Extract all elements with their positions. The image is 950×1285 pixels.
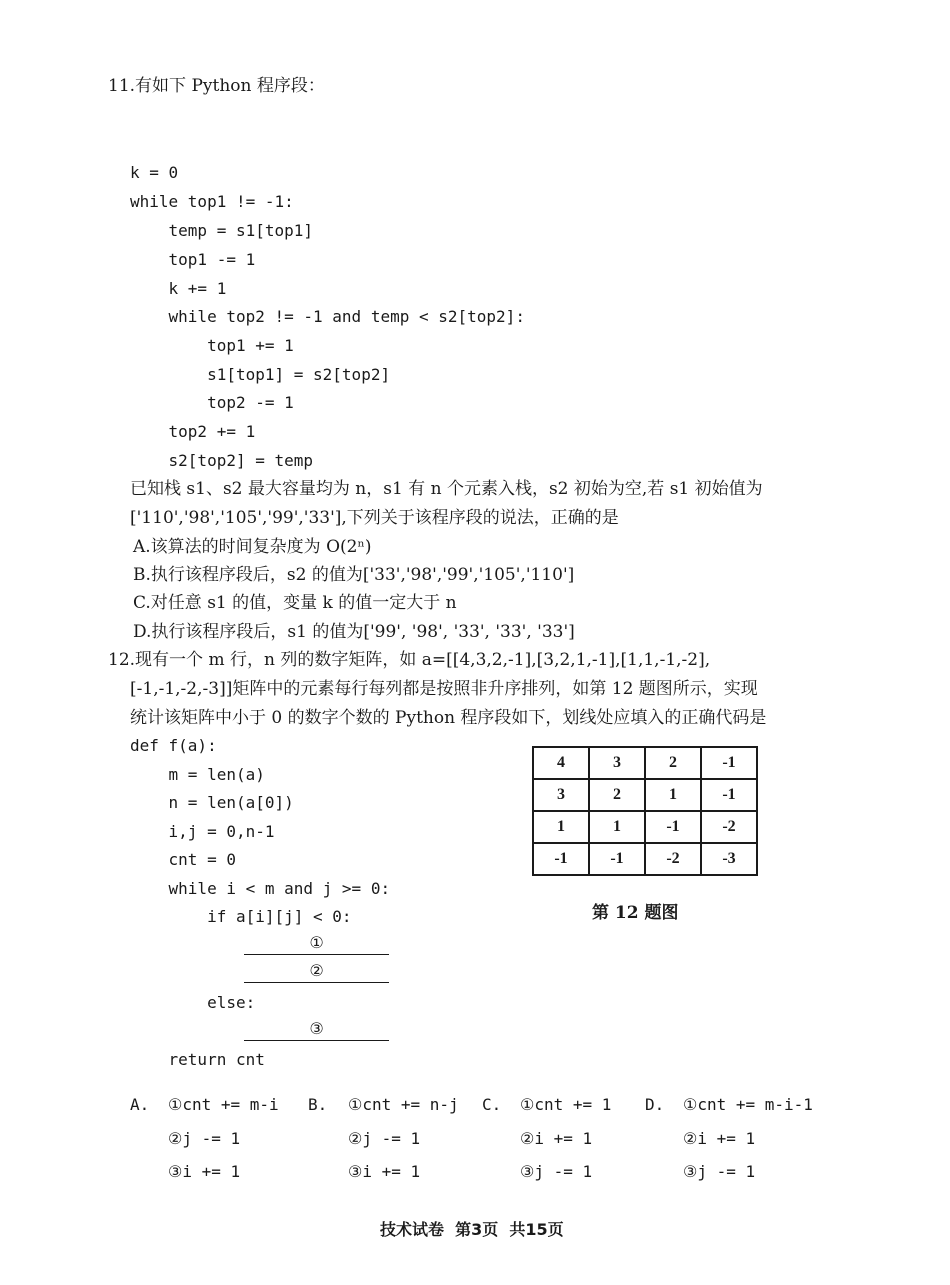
matrix-cell: 4 [533, 747, 589, 779]
option-a-line: ③i += 1 [168, 1162, 241, 1181]
matrix-cell: -1 [645, 811, 701, 843]
code-line: m = len(a) [130, 765, 265, 784]
code-line: while top2 != -1 and temp < s2[top2]: [130, 307, 525, 326]
code-line: s2[top2] = temp [130, 451, 314, 470]
option-letter-c: C. [482, 1095, 502, 1114]
option-letter-d: D. [645, 1095, 665, 1114]
code-line: else: [130, 993, 256, 1012]
option-a-line: ②j -= 1 [168, 1129, 241, 1148]
matrix-figure [532, 746, 758, 876]
code-line: top2 += 1 [130, 422, 256, 441]
matrix-cell: 3 [533, 779, 589, 811]
option-b-line: ②j -= 1 [348, 1129, 421, 1148]
code-line: while top1 != -1: [130, 192, 294, 211]
page-footer: 技术试卷 第3页 共15页 [380, 1220, 564, 1239]
code-line: cnt = 0 [130, 850, 236, 869]
matrix-row [533, 811, 757, 843]
code-line: k += 1 [130, 279, 227, 298]
code-line: if a[i][j] < 0: [130, 907, 352, 926]
q11-option-c: C.对任意 s1 的值，变量 k 的值一定大于 n [133, 593, 457, 613]
matrix-cell: -2 [645, 843, 701, 875]
code-line: n = len(a[0]) [130, 793, 294, 812]
option-d-line: ①cnt += m-i-1 [683, 1095, 813, 1114]
q11-description-line: 已知栈 s1、s2 最大容量均为 n，s1 有 n 个元素入栈，s2 初始为空,若 s1 初始值为 [130, 479, 763, 499]
q11-option-a: A.该算法的时间复杂度为 O(2ⁿ) [133, 537, 372, 557]
figure-caption: 第 12 题图 [592, 903, 679, 923]
q12-text-line: [-1,-1,-2,-3]]矩阵中的元素每行每列都是按照非升序排列，如第 12 题图所示，实现 [130, 679, 758, 699]
matrix-cell: 2 [589, 779, 645, 811]
matrix-cell: -1 [701, 747, 757, 779]
code-line: return cnt [130, 1050, 265, 1069]
matrix-cell: 1 [533, 811, 589, 843]
matrix-row [533, 779, 757, 811]
code-line: s1[top1] = s2[top2] [130, 365, 391, 384]
matrix-cell: 1 [589, 811, 645, 843]
code-line: top2 -= 1 [130, 393, 294, 412]
matrix-cell: 2 [645, 747, 701, 779]
option-d-line: ②i += 1 [683, 1129, 756, 1148]
option-b-line: ③i += 1 [348, 1162, 421, 1181]
option-a-line: ①cnt += m-i [168, 1095, 279, 1114]
code-line: k = 0 [130, 163, 179, 182]
option-c-line: ③j -= 1 [520, 1162, 593, 1181]
matrix-row [533, 843, 757, 875]
code-line: top1 += 1 [130, 336, 294, 355]
matrix-cell: -2 [701, 811, 757, 843]
q11-description-line: ['110','98','105','99','33'],下列关于该程序段的说法，正确的是 [130, 508, 619, 528]
blank-1: ① [244, 934, 389, 955]
option-letter-a: A. [130, 1095, 150, 1114]
code-line: while i < m and j >= 0: [130, 879, 391, 898]
code-line: top1 -= 1 [130, 250, 256, 269]
option-c-line: ②i += 1 [520, 1129, 593, 1148]
code-line: def f(a): [130, 736, 217, 755]
matrix-cell: -3 [701, 843, 757, 875]
blank-2: ② [244, 962, 389, 983]
q11-option-d: D.执行该程序段后，s1 的值为['99', '98', '33', '33', '33'] [133, 622, 575, 642]
code-line: i,j = 0,n-1 [130, 822, 275, 841]
q11-header: 11.有如下 Python 程序段： [108, 76, 325, 96]
q12-text-line: 统计该矩阵中小于 0 的数字个数的 Python 程序段如下，划线处应填入的正确代码是 [130, 708, 767, 728]
blank-3: ③ [244, 1020, 389, 1041]
cut-off-code-fragment [132, 150, 222, 154]
code-line: temp = s1[top1] [130, 221, 314, 240]
option-c-line: ①cnt += 1 [520, 1095, 612, 1114]
matrix-cell: 1 [645, 779, 701, 811]
matrix-cell: -1 [589, 843, 645, 875]
option-d-line: ③j -= 1 [683, 1162, 756, 1181]
matrix-cell: 3 [589, 747, 645, 779]
option-b-line: ①cnt += n-j [348, 1095, 459, 1114]
option-letter-b: B. [308, 1095, 328, 1114]
q11-option-b: B.执行该程序段后，s2 的值为['33','98','99','105','110'] [133, 565, 575, 585]
matrix-cell: -1 [533, 843, 589, 875]
matrix-row [533, 747, 757, 779]
q12-header: 12.现有一个 m 行，n 列的数字矩阵，如 a=[[4,3,2,-1],[3,2,1,-1],[1,1,-1,-2], [108, 650, 711, 670]
matrix-cell: -1 [701, 779, 757, 811]
